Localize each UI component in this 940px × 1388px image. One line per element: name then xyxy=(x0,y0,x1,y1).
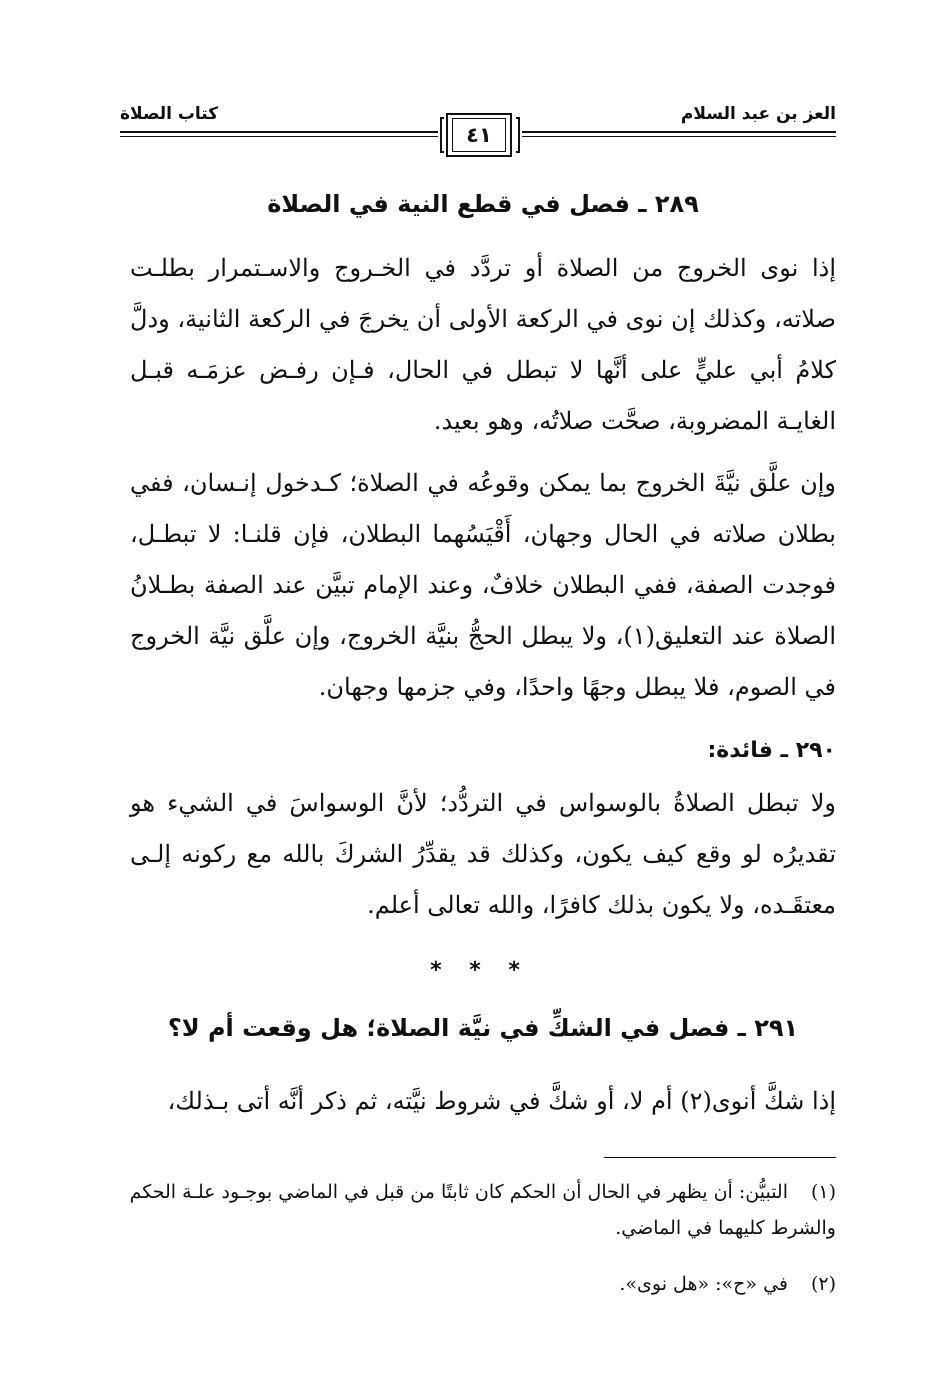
header-author: العز بن عبد السلام xyxy=(680,104,836,124)
footnote-2 xyxy=(120,1266,836,1302)
footnote-text: في «ح»: «هل نوى». xyxy=(619,1273,788,1295)
paragraph-289-1: إذا نوى الخروج من الصلاة أو تردَّد في الخـروج والاسـتمرار بطلـت صلاته، وكذلك إن نوى في الركعة الأولى أن يخرجَ في الركعة الثانية، ودلَّ كلامُ أبي عليٍّ على أنَّها لا تبطل في الحال، فـإن رفـض عزمَـه قبـل الغايـة المضروبة، صحَّت صلاتُه، وهو بعيد. xyxy=(130,254,836,435)
footnote-rule xyxy=(604,1157,836,1158)
section-title-289: ٢٨٩ ـ فصل في قطع النية في الصلاة xyxy=(267,190,699,218)
frame-bracket-right xyxy=(516,117,520,153)
footnote-1 xyxy=(120,1174,836,1246)
paragraph-290-1: ولا تبطل الصلاةُ بالوسواس في التردُّد؛ لأنَّ الوسواسَ في الشيء هو تقديرُه لو وقع كيف يكون، وكذلك قد يقدِّرُ الشركَ بالله مع ركونه إلـى معتقَـده، ولا يكون بذلك كافرًا، والله تعالى أعلم. xyxy=(130,789,836,919)
paragraph-289-2: وإن علَّق نيَّةَ الخروج بما يمكن وقوعُه في الصلاة؛ كـدخول إنـسان، ففي بطلان صلاته في الحال وجهان، أَقْيَسُهما البطلان، فإن قلنـا: لا تبطـل، فوجدت الصفة، ففي البطلان خلافٌ، وعند الإمام تبيَّن عند الصفة بطـلانُ الصلاة عند التعليق(١)، ولا يبطل الحجُّ بنيَّة الخروج، وإن علَّق نيَّة الخروج في الصوم، فلا يبطل وجهًا واحدًا، وفي جزمها وجهان. xyxy=(130,469,836,701)
section-title-290: ٢٩٠ ـ فائدة: xyxy=(707,738,836,763)
section-separator: * * * xyxy=(430,958,530,983)
footnote-number: (٢) xyxy=(810,1273,836,1295)
page-number-frame xyxy=(438,113,522,159)
footnote-text: التبيُّن: أن يظهر في الحال أن الحكم كان ثابتًا من قبل في الماضي بوجـود علـة الحكم والشرط كليهما في الماضي. xyxy=(129,1181,836,1239)
paragraph-291-1: إذا شكَّ أنوى(٢) أم لا، أو شكَّ في شروط نيَّته، ثم ذكر أنَّه أتى بـذلك، xyxy=(167,1087,836,1115)
header-book-title: كتاب الصلاة xyxy=(120,104,219,124)
footnote-number: (١) xyxy=(810,1181,836,1203)
page-number: ٤١ xyxy=(466,123,492,147)
frame-bracket-left xyxy=(440,117,444,153)
section-title-291: ٢٩١ ـ فصل في الشكِّ في نيَّة الصلاة؛ هل وقعت أم لا؟ xyxy=(167,1014,799,1042)
